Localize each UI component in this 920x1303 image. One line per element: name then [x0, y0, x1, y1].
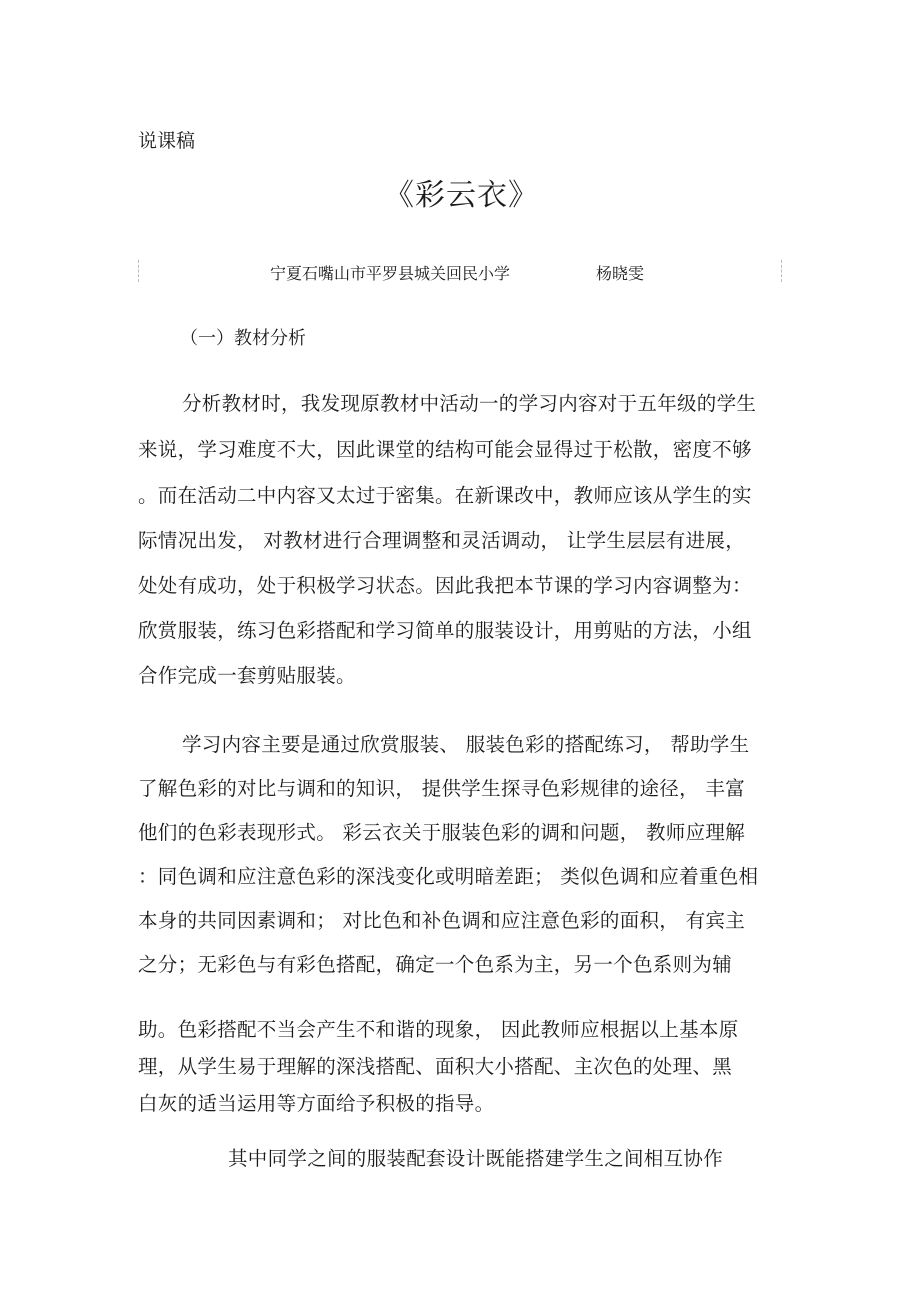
paragraph-line: 其中同学之间的服装配套设计既能搭建学生之间相互协作: [228, 1147, 724, 1170]
section-heading: （一）教材分析: [180, 328, 306, 349]
author-name: 杨晓雯: [596, 264, 645, 283]
paragraph-line: 他们的色彩表现形式。 彩云衣关于服装色彩的调和问题， 教师应理解: [138, 821, 745, 844]
document-label: 说课稿: [138, 130, 196, 152]
paragraph-line: 处处有成功，处于积极学习状态。因此我把本节课的学习内容调整为：: [138, 574, 752, 597]
paragraph-line: 白灰的适当运用等方面给予积极的指导。: [138, 1092, 495, 1115]
paragraph-line: 合作完成一套剪贴服装。: [138, 664, 356, 687]
paragraph-line: 分析教材时，我发现原教材中活动一的学习内容对于五年级的学生: [182, 392, 757, 415]
document-title: 《彩云衣》: [384, 178, 539, 213]
right-margin-mark: [781, 260, 782, 282]
paragraph-line: 际情况出发， 对教材进行合理调整和灵活调动， 让学生层层有进展，: [138, 529, 745, 552]
paragraph-line: 本身的共同因素调和； 对比色和补色调和应注意色彩的面积， 有宾主: [138, 909, 745, 932]
paragraph-line: 。而在活动二中内容又太过于密集。在新课改中，教师应该从学生的实: [138, 484, 752, 507]
paragraph-line: 助。色彩搭配不当会产生不和谐的现象， 因此教师应根据以上基本原: [138, 1018, 739, 1041]
paragraph-line: 理，从学生易于理解的深浅搭配、面积大小搭配、主次色的处理、黑: [138, 1055, 733, 1078]
paragraph-line: 了解色彩的对比与调和的知识， 提供学生探寻色彩规律的途径， 丰富: [138, 777, 745, 800]
paragraph-line: ：同色调和应注意色彩的深浅变化或明暗差距； 类似色调和应着重色相: [138, 865, 759, 888]
left-margin-mark: [138, 260, 139, 282]
paragraph-line: 学习内容主要是通过欣赏服装、 服装色彩的搭配练习， 帮助学生: [182, 733, 750, 756]
paragraph-line: 欣赏服装，练习色彩搭配和学习简单的服装设计，用剪贴的方法，小组: [138, 619, 752, 642]
author-school: 宁夏石嘴山市平罗县城关回民小学: [270, 264, 511, 283]
paragraph-line: 之分；无彩色与有彩色搭配，确定一个色系为主，另一个色系则为辅: [138, 953, 733, 976]
paragraph-line: 来说，学习难度不大，因此课堂的结构可能会显得过于松散，密度不够: [138, 438, 752, 461]
